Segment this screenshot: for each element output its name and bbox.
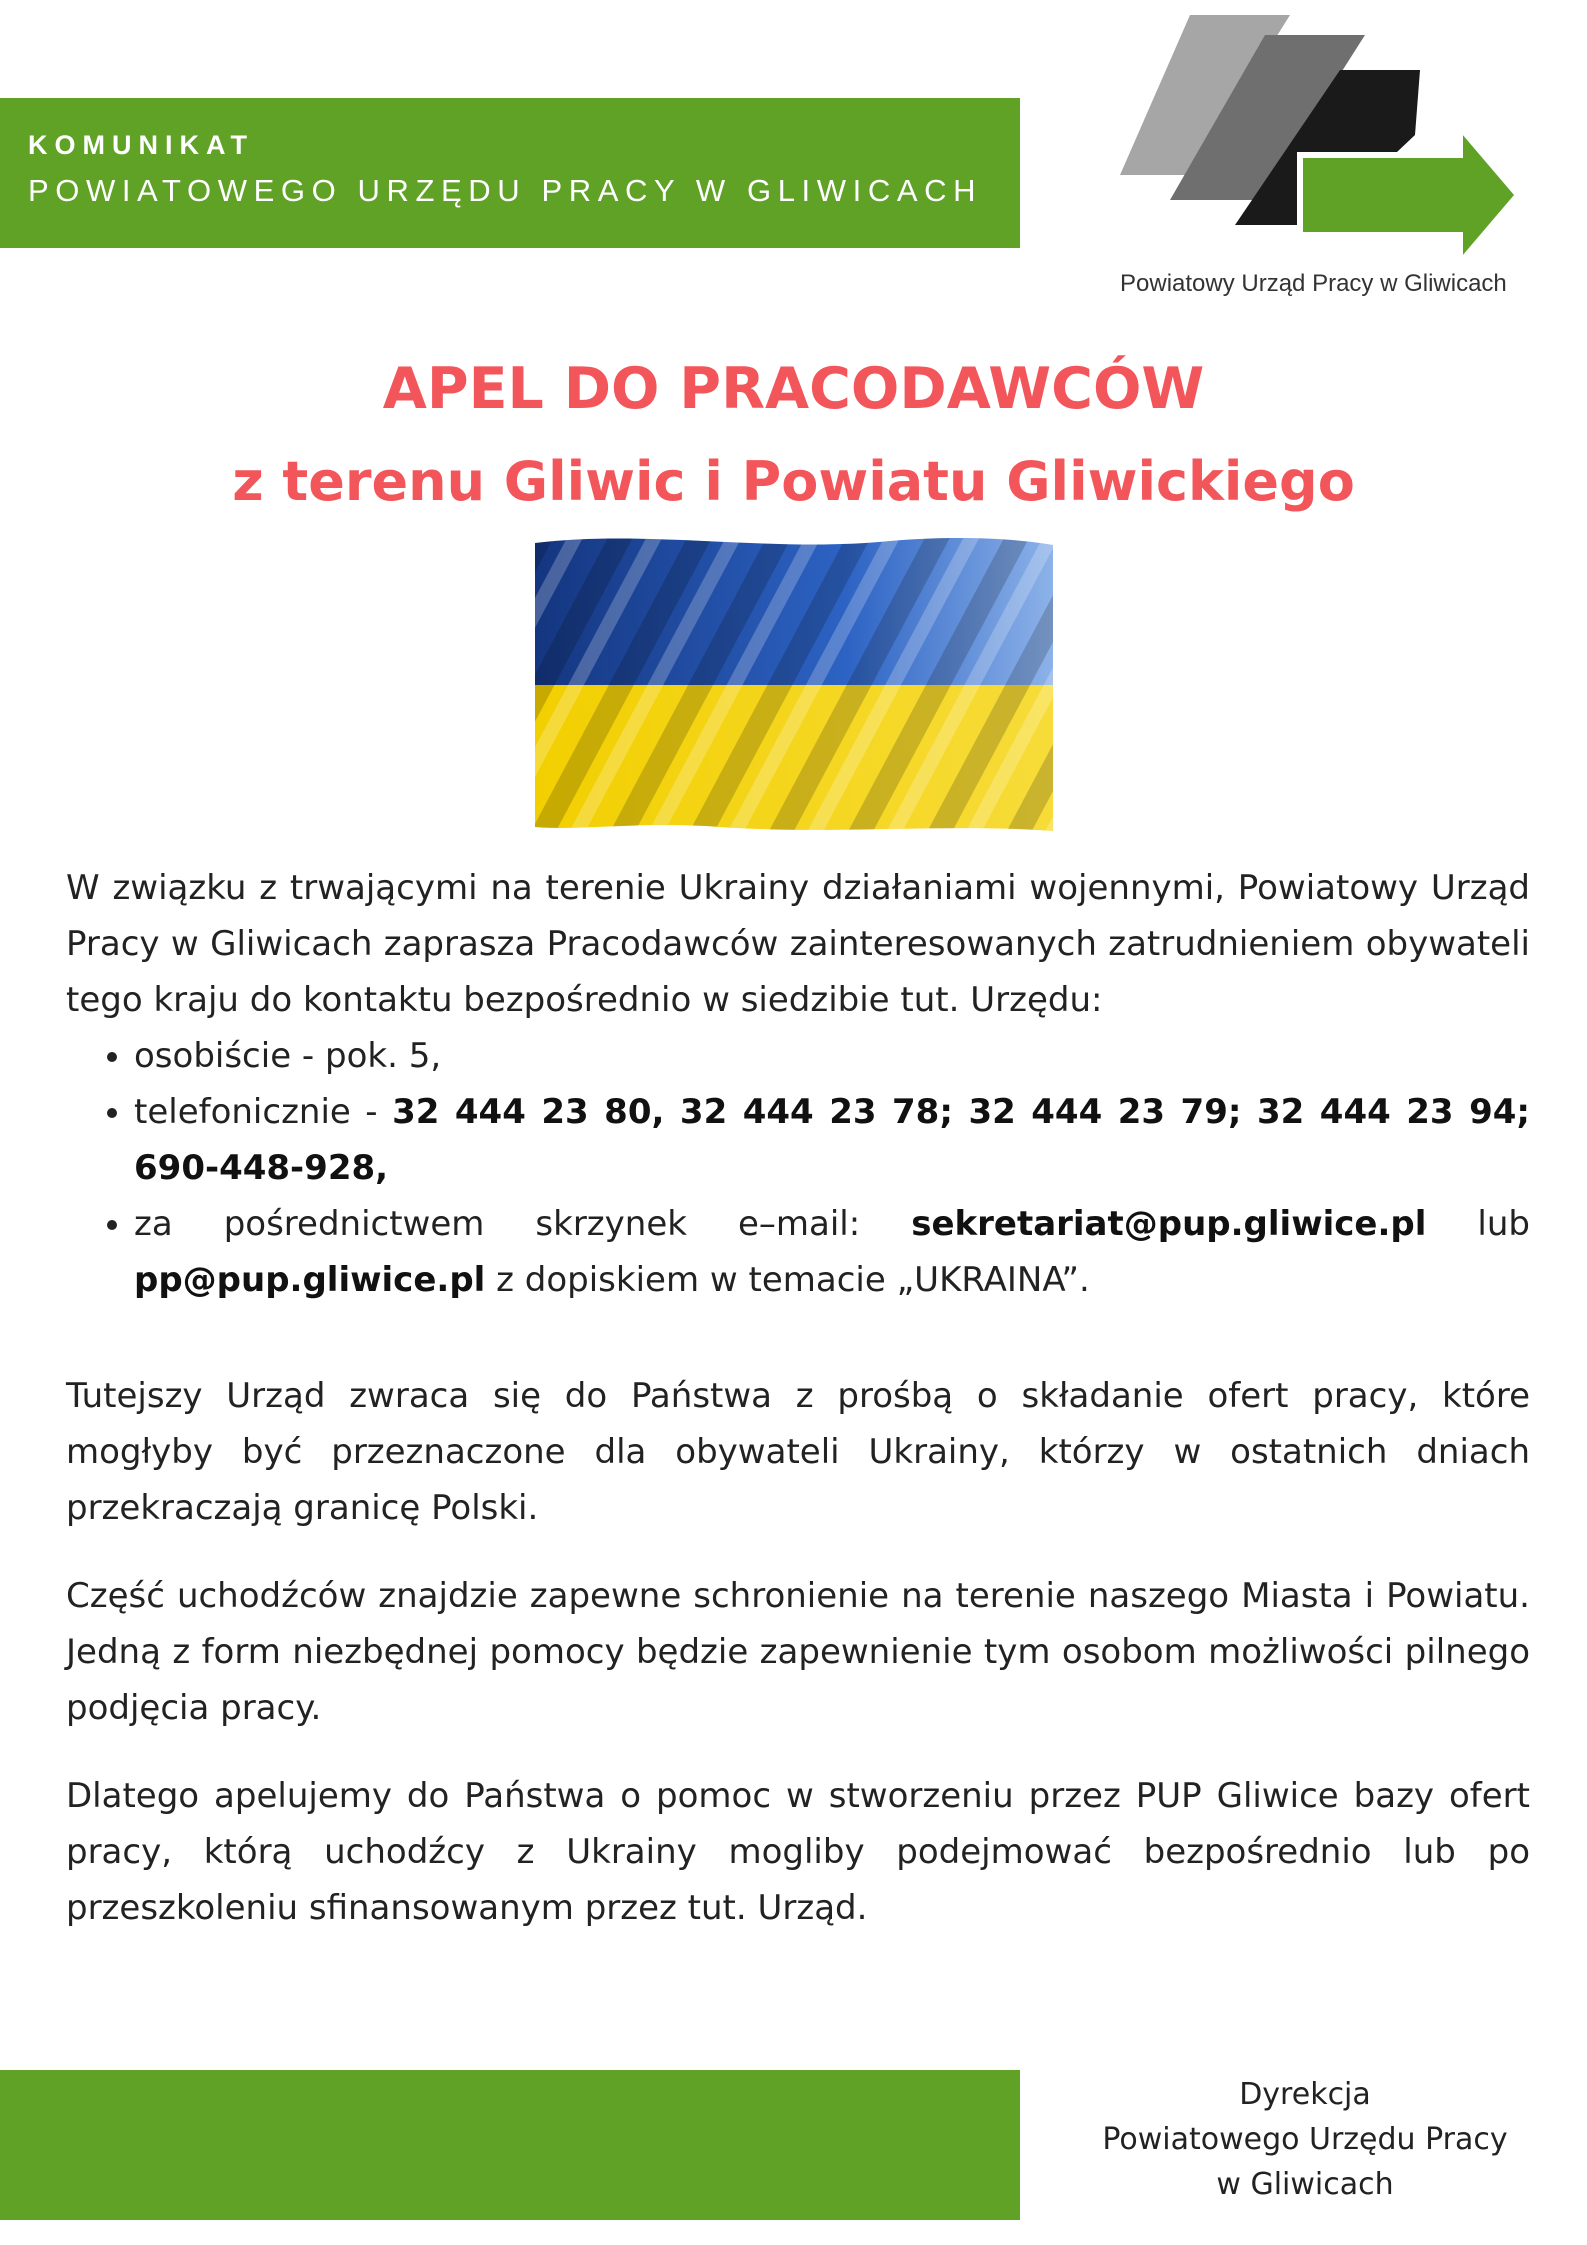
contact-phone-label: telefonicznie - (134, 1092, 393, 1132)
paragraph-refugees: Część uchodźców znajdzie zapewne schronienie na terenie naszego Miasta i Powiatu. Jedną z form niezbędnej pomocy będzie zapewnienie tym osobom możliwości pilnego podjęcia pracy. (66, 1576, 1530, 1728)
signature-line: Dyrekcja (1239, 2077, 1371, 2112)
signature-line: Powiatowego Urzędu Pracy (1102, 2122, 1508, 2157)
contact-list (66, 1028, 1530, 1308)
paragraph-request: Tutejszy Urząd zwraca się do Państwa z prośbą o składanie ofert pracy, które mogłyby być przeznaczone dla obywateli Ukrainy, którzy w ostatnich dniach przekraczają granicę Polski. (66, 1376, 1530, 1528)
contact-email-label: za pośrednictwem skrzynek e–mail: (134, 1204, 912, 1244)
list-item (134, 1028, 1530, 1084)
page-subtitle: z terenu Gliwic i Powiatu Gliwickiego (232, 450, 1355, 513)
intro-paragraph: W związku z trwającymi na terenie Ukrainy działaniami wojennymi, Powiatowy Urząd Pracy w Gliwicach zaprasza Pracodawców zainteresowanych zatrudnieniem obywateli tego kraju do kontaktu bezpośrednio w siedzibie tut. Urzędu: (66, 868, 1530, 1020)
signature-block (1050, 2072, 1560, 2207)
email-pp-link[interactable]: pp@pup.gliwice.pl (134, 1260, 486, 1300)
logo-arrow-icon (1120, 15, 1520, 255)
page-title: APEL DO PRACODAWCÓW (382, 356, 1205, 422)
list-item (134, 1084, 1530, 1196)
contact-email-or: lub (1426, 1204, 1530, 1244)
paragraph-appeal: Dlatego apelujemy do Państwa o pomoc w stworzeniu przez PUP Gliwice bazy ofert pracy, którą uchodźcy z Ukrainy mogliby podejmować bezpośrednio lub po przeszkoleniu sfinansowanym przez tut. Urząd. (66, 1776, 1530, 1928)
ukraine-flag-image (530, 535, 1058, 839)
header-komunikat: KOMUNIKAT (28, 130, 254, 160)
footer-banner (0, 2070, 1020, 2220)
signature-line: w Gliwicach (1216, 2167, 1394, 2202)
email-sekretariat-link[interactable]: sekretariat@pup.gliwice.pl (911, 1204, 1427, 1244)
phone-numbers: 32 444 23 80, 32 444 23 78; 32 444 23 79; 32 444 23 94; 690-448-928, (134, 1092, 1531, 1188)
contact-in-person: osobiście - pok. 5, (134, 1036, 442, 1076)
header-office-name: POWIATOWEGO URZĘDU PRACY W GLIWICACH (28, 173, 983, 208)
list-item (134, 1196, 1530, 1308)
contact-email-note: z dopiskiem w temacie „UKRAINA”. (485, 1260, 1090, 1300)
logo-caption: Powiatowy Urząd Pracy w Gliwicach (1120, 270, 1507, 297)
pup-logo (1120, 15, 1520, 297)
header-banner (0, 98, 1020, 248)
main-content (66, 860, 1530, 1936)
